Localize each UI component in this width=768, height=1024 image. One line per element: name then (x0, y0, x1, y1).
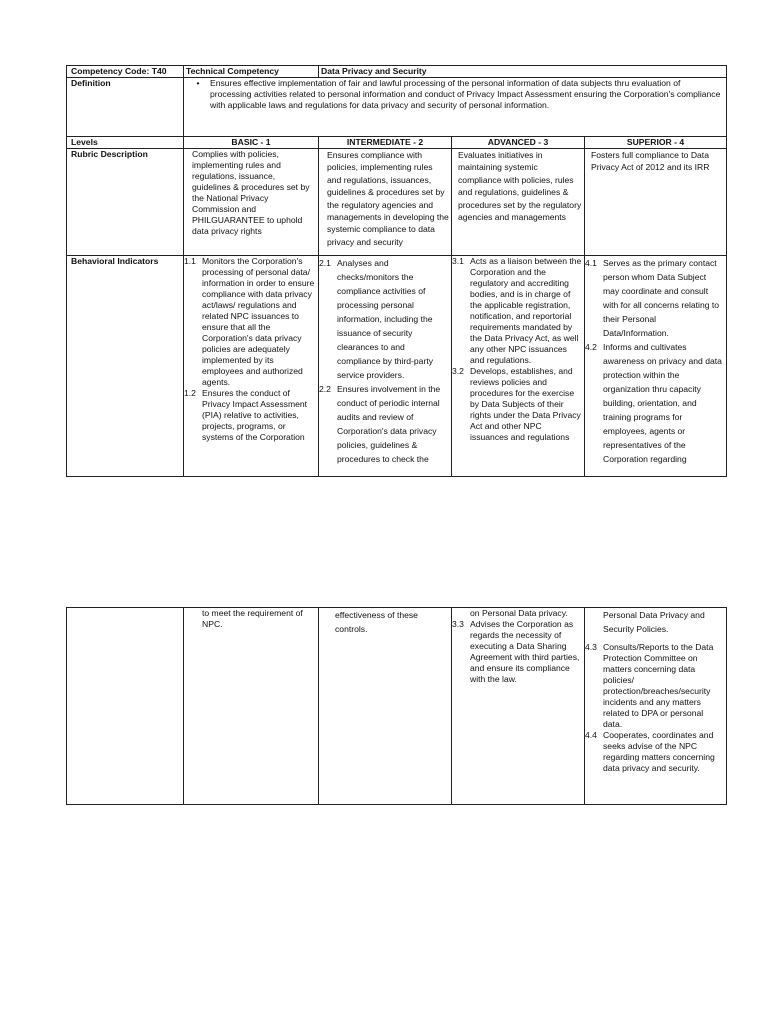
behavioral-basic (184, 256, 319, 477)
competency-name: Data Privacy and Security (319, 66, 727, 78)
indicator-item (454, 256, 582, 366)
header-row (67, 66, 727, 78)
definition-cell (184, 78, 727, 137)
levels-row (67, 137, 727, 149)
behavioral-basic-list (186, 256, 316, 443)
superior-continued-text: Personal Data Privacy and Security Policies. (603, 610, 705, 634)
indicator-text: Monitors the Corporation's processing of personal data/ information in order to ensure compliance with data privacy act/laws/ regulations and related NPC issuances to ensure that all the Corporation's data privacy policies are adequately implemented by its employees and authorized agents. (202, 256, 315, 387)
level-superior: SUPERIOR - 4 (585, 137, 727, 149)
indicator-number: 2.2 (319, 384, 331, 394)
definition-text: Ensures effective implementation of fair and lawful processing of the personal information of data subjects thru evaluation of processing activities related to personal information and conduct of Privacy Impact Assessment ensuring the Corporation's compliance with applicable laws and regulations for data privacy and security of personal information. (210, 78, 721, 110)
indicator-number: 1.1 (184, 256, 196, 266)
behavioral-advanced (452, 256, 585, 477)
behavioral-advanced-list (454, 256, 582, 443)
indicator-text: Consults/Reports to the Data Protection Committee on matters concerning data policies/ protection/breaches/security incidents and any matters related to DPA or personal data. (603, 642, 714, 729)
behavioral-intermediate-list (321, 256, 449, 466)
competency-type: Technical Competency (184, 66, 319, 78)
behavioral-superior-list-2 (587, 642, 724, 774)
indicator-number: 3.1 (452, 256, 464, 266)
indicator-number: 1.2 (184, 388, 196, 398)
behavioral-intermediate (319, 256, 452, 477)
indicator-text: Cooperates, coordinates and seeks advise of the NPC regarding matters concerning data privacy and security. (603, 730, 715, 773)
rubric-intermediate: Ensures compliance with policies, implementing rules and regulations, issuances, guidelines & procedures set by the regulatory agencies and managements in developing the systemic compliance to data privacy and security (319, 149, 452, 256)
indicator-item (321, 256, 449, 382)
indicator-text: Acts as a liaison between the Corporation and the regulatory and accrediting bodies, and is in charge of the applicable registration, notification, and reportorial requirements mandated by the Data Privacy Act, as well any other NPC issuances and regulations. (470, 256, 582, 365)
behavioral-continued-row (67, 608, 727, 805)
behavioral-superior-list (587, 256, 724, 466)
behavioral-basic-continued: to meet the requirement of NPC. (184, 608, 319, 805)
indicator-text: Ensures involvement in the conduct of periodic internal audits and review of Corporation's data privacy policies, guidelines & procedures to check the (337, 384, 441, 464)
definition-row (67, 78, 727, 137)
indicator-number: 4.2 (585, 342, 597, 352)
indicator-text: Advises the Corporation as regards the necessity of executing a Data Sharing Agreement with third parties, and ensure its compliance with the law. (470, 619, 580, 684)
behavioral-advanced-list-2 (454, 619, 582, 685)
bullet-icon: • (196, 78, 200, 88)
behavioral-continued-label (67, 608, 184, 805)
indicator-item (587, 730, 724, 774)
rubric-basic: Complies with policies, implementing rules and regulations, issuance, guidelines & procedures set by the National Privacy Commission and PHILGUARANTEE to uphold data privacy rights (184, 149, 319, 256)
indicator-item (587, 642, 724, 730)
indicator-number: 4.4 (585, 730, 597, 740)
behavioral-advanced-continued (452, 608, 585, 805)
rubric-superior: Fosters full compliance to Data Privacy Act of 2012 and its IRR (585, 149, 727, 256)
competency-table-page-1 (66, 65, 727, 477)
indicator-item (587, 256, 724, 340)
level-intermediate: INTERMEDIATE - 2 (319, 137, 452, 149)
definition-label: Definition (67, 78, 184, 137)
indicator-number: 4.1 (585, 258, 597, 268)
behavioral-superior (585, 256, 727, 477)
indicator-text: Serves as the primary contact person whom Data Subject may coordinate and consult with for all concerns relating to their Personal Data/Information. (603, 258, 720, 338)
indicator-text: Analyses and checks/monitors the compliance activities of processing personal information, including the issuance of security clearances to and compliance by third-party service providers. (337, 258, 434, 380)
indicator-number: 2.1 (319, 258, 331, 268)
behavioral-intermediate-continued: effectiveness of these controls. (319, 608, 452, 805)
indicator-item (454, 619, 582, 685)
levels-label: Levels (67, 137, 184, 149)
indicator-number: 3.2 (452, 366, 464, 376)
rubric-row (67, 149, 727, 256)
indicator-item (186, 256, 316, 388)
behavioral-superior-continued (585, 608, 727, 805)
indicator-text: Informs and cultivates awareness on privacy and data protection within the organization thru capacity building, orientation, and training programs for employees, agents or representatives of the Corporation regarding (603, 342, 722, 464)
indicator-text: Develops, establishes, and reviews policies and procedures for the exercise by Data Subjects of their rights under the Data Privacy Act and other NPC issuances and regulations (470, 366, 581, 442)
advanced-continued-text: on Personal Data privacy. (470, 608, 568, 618)
rubric-advanced: Evaluates initiatives in maintaining systemic compliance with policies, rules and regulations, guidelines & procedures set by the regulatory agencies and managements (452, 149, 585, 256)
behavioral-label: Behavioral Indicators (67, 256, 184, 477)
indicator-item (321, 382, 449, 466)
indicator-number: 3.3 (452, 619, 464, 629)
behavioral-row (67, 256, 727, 477)
indicator-number: 4.3 (585, 642, 597, 652)
competency-table-page-2 (66, 607, 727, 805)
indicator-item (454, 366, 582, 443)
indicator-text: Ensures the conduct of Privacy Impact Assessment (PIA) relative to activities, projects, programs, or systems of the Corporation (202, 388, 308, 442)
level-basic: BASIC - 1 (184, 137, 319, 149)
rubric-label: Rubric Description (67, 149, 184, 256)
indicator-item (186, 388, 316, 443)
competency-code: Competency Code: T40 (67, 66, 184, 78)
indicator-item (587, 340, 724, 466)
level-advanced: ADVANCED - 3 (452, 137, 585, 149)
